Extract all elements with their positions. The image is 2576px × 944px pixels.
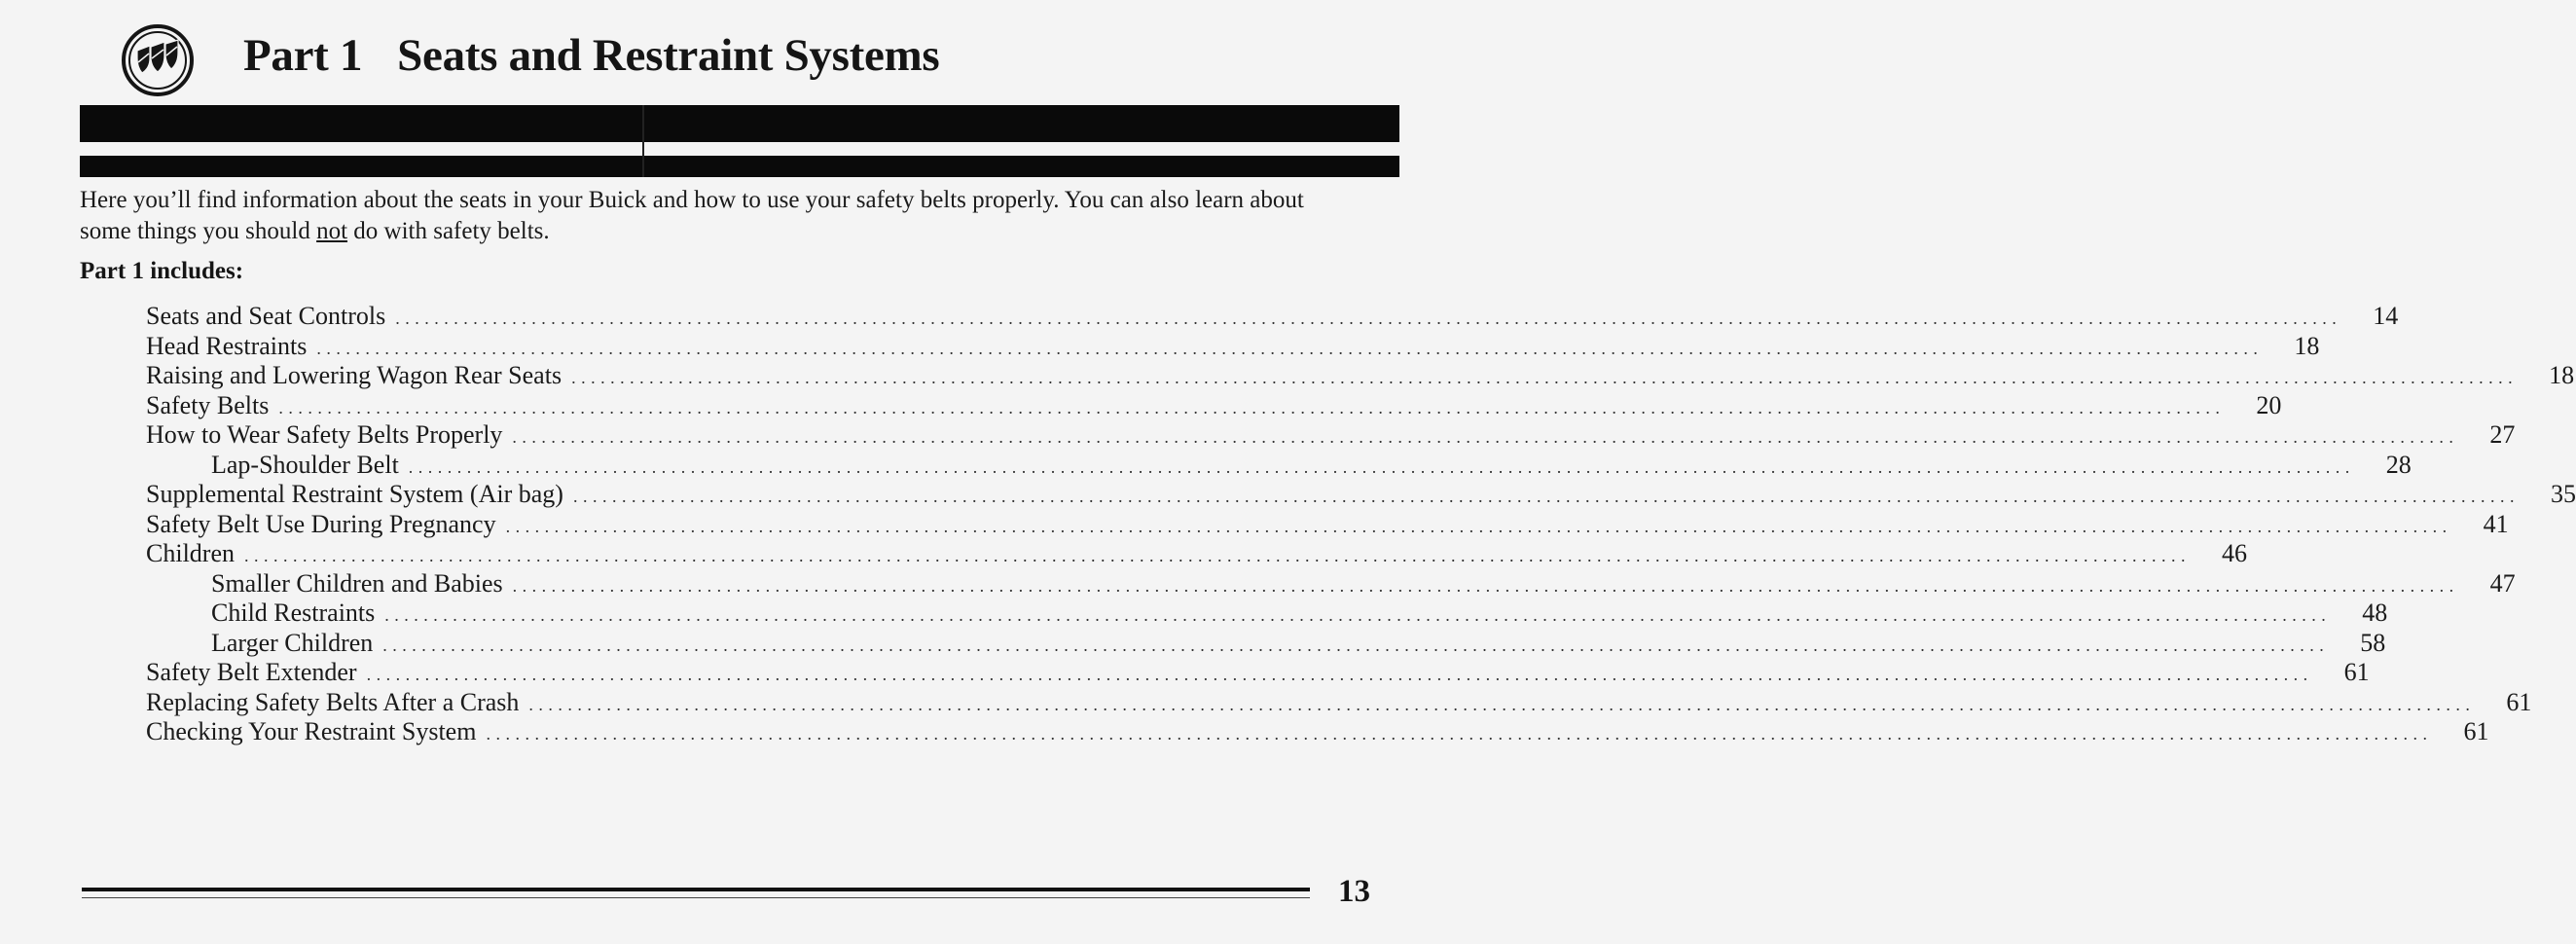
dot-leader: ........................................................................................................................................................................................................ (382, 635, 2330, 655)
dot-leader: ........................................................................................................................................................................................................ (395, 309, 2342, 328)
dot-leader: ........................................................................................................................................................................................................ (244, 546, 2191, 565)
toc-page-number: 18 (2294, 331, 2320, 360)
toc-page-number: 18 (2549, 361, 2575, 389)
toc-page-number: 28 (2385, 450, 2412, 479)
page-number: 13 (1338, 874, 1370, 909)
toc-entry-smaller-children[interactable]: Smaller Children and Babies ........................................................................................................................................................................................................ 47 (211, 568, 2516, 598)
dot-leader: ........................................................................................................................................................................................................ (505, 516, 2452, 536)
toc-page-number: 61 (2463, 717, 2489, 745)
toc-page-number: 47 (2489, 568, 2516, 598)
toc-entry-air-bag[interactable]: Supplemental Restraint System (Air bag) ........................................................................................................................................................................................................ 35 (146, 480, 2576, 508)
emphasis-not: not (316, 218, 348, 244)
dot-leader: ........................................................................................................................................................................................................ (366, 665, 2313, 684)
toc-entry-head-restraints[interactable]: Head Restraints ........................................................................................................................................................................................................ 18 (146, 331, 2320, 360)
dot-leader: ........................................................................................................................................................................................................ (408, 456, 2355, 477)
toc-page-number: 41 (2483, 509, 2509, 538)
dot-leader: ........................................................................................................................................................................................................ (512, 575, 2459, 596)
page-title (243, 29, 939, 82)
toc-page-number: 20 (2256, 390, 2282, 419)
buick-logo-icon (121, 23, 195, 97)
dot-leader: ........................................................................................................................................................................................................ (572, 487, 2520, 506)
header-bar-top (80, 105, 1399, 142)
toc-entry-safety-belts[interactable]: Safety Belts ........................................................................................................................................................................................................ 20 (146, 390, 2282, 419)
dot-leader: ........................................................................................................................................................................................................ (278, 397, 2226, 418)
footer-rule-thick (82, 888, 1310, 891)
part-title: Seats and Restraint Systems (397, 30, 940, 81)
table-of-contents (146, 302, 2576, 747)
toc-entry-child-restraints[interactable]: Child Restraints ........................................................................................................................................................................................................ 48 (211, 599, 2388, 627)
toc-page-number: 61 (2343, 658, 2370, 686)
footer-rule-thin (82, 897, 1310, 898)
dot-leader: ........................................................................................................................................................................................................ (528, 694, 2476, 714)
toc-entry-lap-shoulder-belt[interactable]: Lap-Shoulder Belt ........................................................................................................................................................................................................ 28 (211, 450, 2412, 479)
toc-entry-pregnancy[interactable]: Safety Belt Use During Pregnancy ........................................................................................................................................................................................................ 41 (146, 509, 2509, 538)
header-bar-bottom (80, 156, 1399, 177)
header-bar-seam (642, 105, 644, 177)
toc-page-number: 46 (2222, 539, 2247, 567)
toc-entry-larger-children[interactable]: Larger Children ........................................................................................................................................................................................................ 58 (211, 628, 2386, 657)
includes-heading: Part 1 includes: (80, 258, 244, 284)
toc-entry-wagon-rear-seats[interactable]: Raising and Lowering Wagon Rear Seats ........................................................................................................................................................................................................ 18 (146, 361, 2575, 389)
dot-leader: ........................................................................................................................................................................................................ (512, 427, 2459, 447)
dot-leader: ........................................................................................................................................................................................................ (571, 368, 2519, 387)
part-label: Part 1 (243, 30, 363, 81)
dot-leader: ........................................................................................................................................................................................................ (316, 338, 2264, 358)
toc-page-number: 35 (2550, 480, 2576, 508)
toc-entry-belt-extender[interactable]: Safety Belt Extender ........................................................................................................................................................................................................ 61 (146, 658, 2370, 686)
toc-entry-replacing-belts[interactable]: Replacing Safety Belts After a Crash ........................................................................................................................................................................................................ 61 (146, 687, 2532, 716)
dot-leader: ........................................................................................................................................................................................................ (486, 724, 2433, 744)
dot-leader: ........................................................................................................................................................................................................ (384, 605, 2332, 625)
toc-page-number: 14 (2373, 302, 2399, 330)
toc-entry-wear-safety-belts[interactable]: How to Wear Safety Belts Properly ........................................................................................................................................................................................................ 27 (146, 420, 2516, 449)
toc-page-number: 61 (2506, 687, 2532, 716)
toc-page-number: 48 (2362, 599, 2388, 627)
toc-entry-checking-system[interactable]: Checking Your Restraint System ........................................................................................................................................................................................................ 61 (146, 717, 2489, 745)
intro-paragraph: Here you’ll find information about the seats in your Buick and how to use your safety belts properly. You can also learn about some things you should not do with safety belts. (80, 187, 1304, 244)
toc-page-number: 58 (2360, 628, 2386, 657)
toc-entry-seats-and-seat-controls[interactable]: Seats and Seat Controls ........................................................................................................................................................................................................ 14 (146, 302, 2399, 330)
toc-entry-children[interactable]: Children ........................................................................................................................................................................................................ 46 (146, 539, 2247, 567)
toc-page-number: 27 (2489, 420, 2516, 449)
